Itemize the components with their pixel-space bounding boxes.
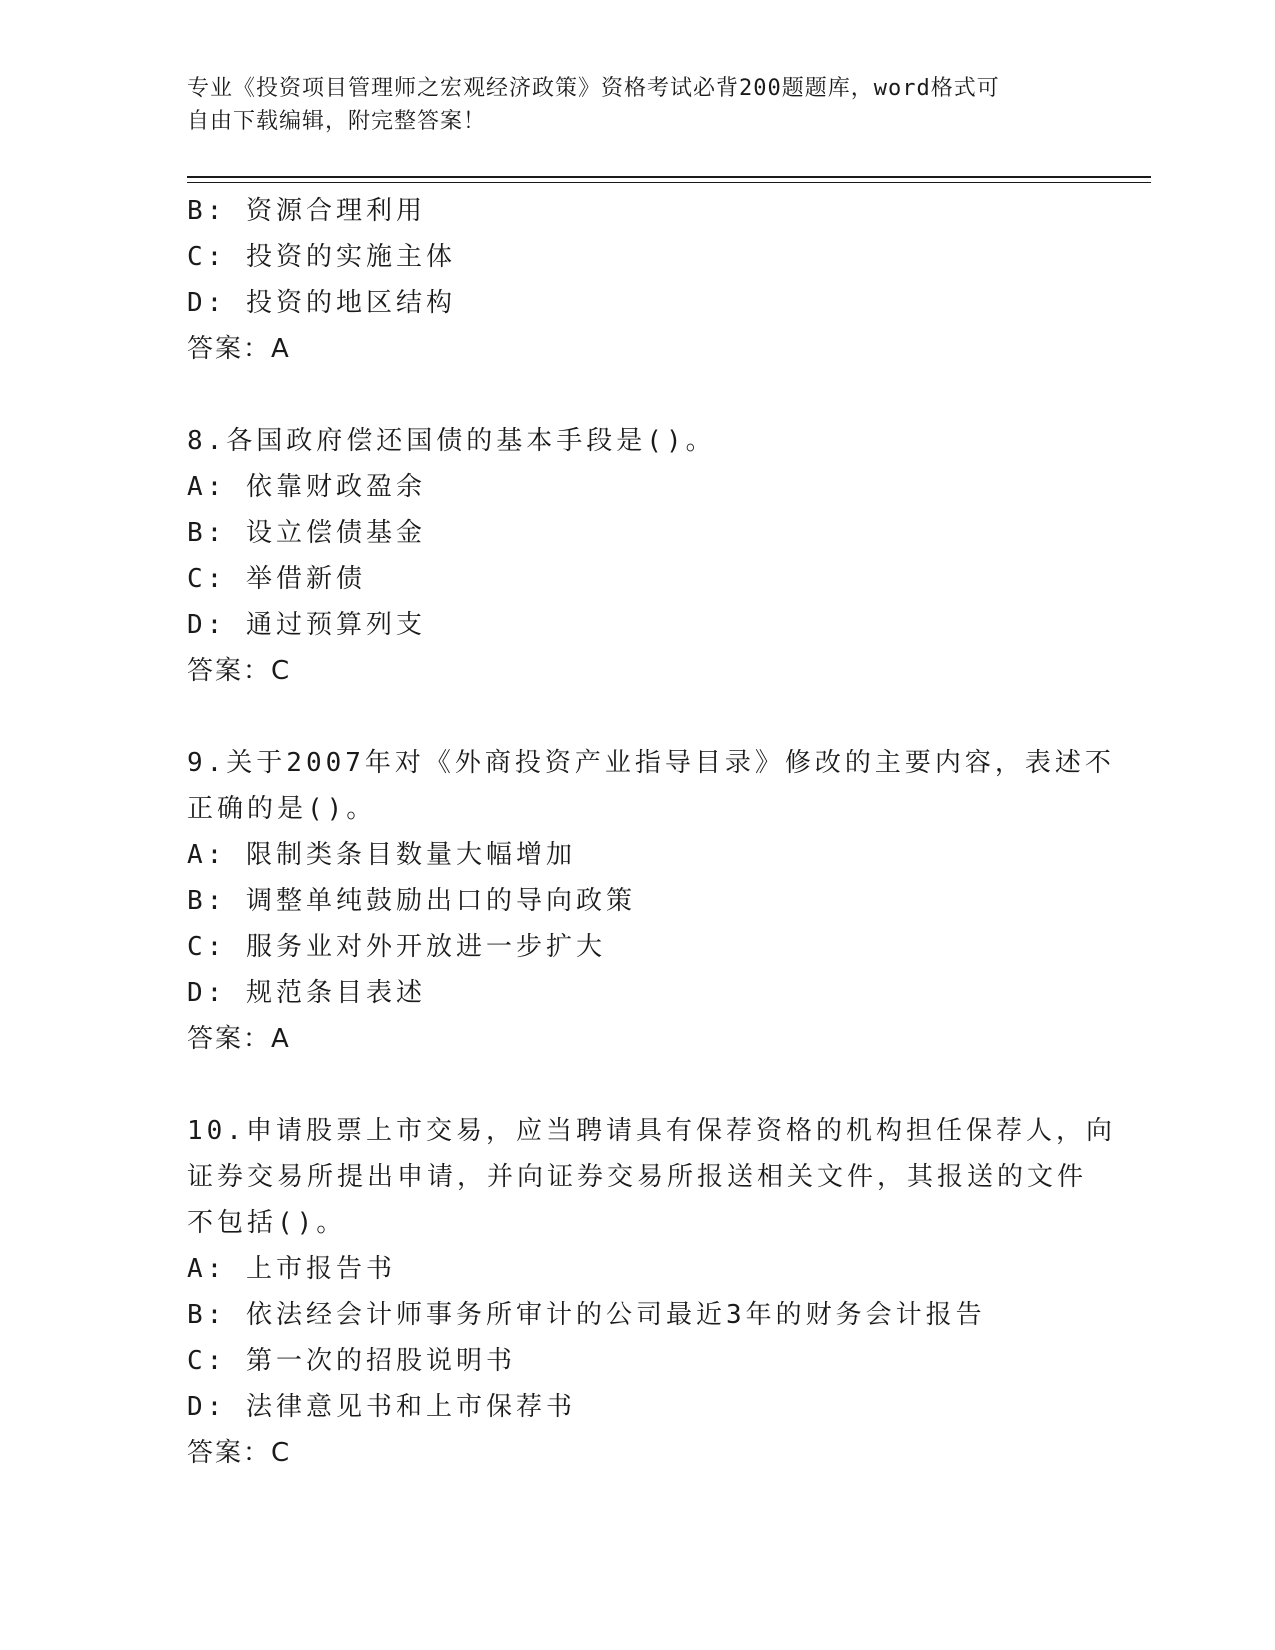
option-d: D: 法律意见书和上市保荐书	[187, 1392, 576, 1422]
answer-line: 答案：A	[187, 334, 291, 364]
question-block-10	[187, 1108, 1116, 1476]
header-line-2: 自由下载编辑，附完整答案！	[187, 109, 487, 134]
option-d: D: 通过预算列支	[187, 610, 426, 640]
question-title-line-2: 证券交易所提出申请，并向证券交易所报送相关文件，其报送的文件	[187, 1162, 1088, 1192]
option-a: A: 限制类条目数量大幅增加	[187, 840, 576, 870]
option-c: C: 投资的实施主体	[187, 242, 456, 272]
question-list	[187, 188, 1116, 1476]
answer-line: 答案：A	[187, 1024, 291, 1054]
question-title-line-1: 9.关于2007年对《外商投资产业指导目录》修改的主要内容，表述不	[187, 748, 1115, 778]
question-block-9	[187, 740, 1115, 1062]
header-line-1: 专业《投资项目管理师之宏观经济政策》资格考试必背200题题库，word格式可	[187, 76, 1000, 101]
question-title-line-2: 正确的是()。	[187, 794, 377, 824]
question-title-line-3: 不包括()。	[187, 1208, 347, 1238]
option-d: D: 规范条目表述	[187, 978, 426, 1008]
answer-line: 答案：C	[187, 656, 292, 686]
answer-line: 答案：C	[187, 1438, 292, 1468]
question-block-7-partial	[187, 188, 1067, 372]
option-c: C: 第一次的招股说明书	[187, 1346, 516, 1376]
header-rule-bottom	[187, 182, 1151, 183]
option-b: B: 资源合理利用	[187, 196, 426, 226]
question-title: 8.各国政府偿还国债的基本手段是()。	[187, 426, 716, 456]
option-b: B: 调整单纯鼓励出口的导向政策	[187, 886, 636, 916]
option-a: A: 依靠财政盈余	[187, 472, 426, 502]
option-b: B: 依法经会计师事务所审计的公司最近3年的财务会计报告	[187, 1300, 986, 1330]
question-block-8	[187, 418, 1067, 694]
header-rule-top	[187, 176, 1151, 178]
option-c: C: 服务业对外开放进一步扩大	[187, 932, 606, 962]
question-title-line-1: 10.申请股票上市交易，应当聘请具有保荐资格的机构担任保荐人，向	[187, 1116, 1116, 1146]
option-a: A: 上市报告书	[187, 1254, 396, 1284]
option-d: D: 投资的地区结构	[187, 288, 456, 318]
option-b: B: 设立偿债基金	[187, 518, 426, 548]
document-header	[187, 72, 1067, 138]
option-c: C: 举借新债	[187, 564, 366, 594]
